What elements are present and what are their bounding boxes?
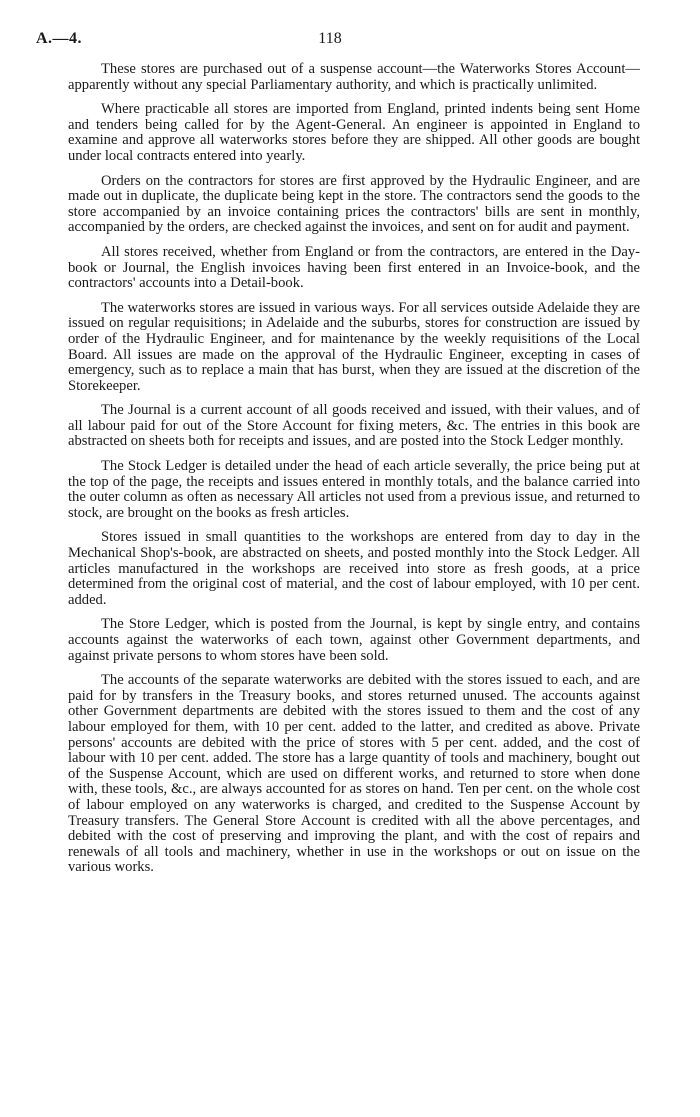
- document-reference: A.—4.: [36, 30, 83, 47]
- paragraph-workshops: Stores issued in small quantities to the workshops are entered from day to day in the Mechanical Shop's-book, are abstracted on sheets, and posted monthly into the Stock Ledger. All articles manufactured in the workshops are received into store as fresh goods, at a price determined from the original cost of material, and the cost of labour employed, with 10 per cent. added.: [68, 529, 640, 608]
- paragraph-journal: The Journal is a current account of all goods received and issued, with their values, and of all labour paid for out of the Store Account for fixing meters, &c. The entries in this book are abstracted on sheets both for receipts and issues, and are posted into the Stock Ledger monthly.: [68, 402, 640, 450]
- paragraph-accounts: The accounts of the separate waterworks are debited with the stores issued to each, and are paid for by transfers in the Treasury books, and stores returned unused. The accounts against other Government departments are debited with the stores issued to them and the cost of any labour employed for them, with 10 per cent. added to the latter, and credited as above. Private persons' accounts are debited with the price of stores with 5 per cent. added, and the cost of labour with 10 per cent. added. The store has a large quantity of tools and machinery, bought out of the Suspense Account, which are used on different works, and returned to store when done with, these tools, &c., are always accounted for as stores on hand. Ten per cent. on the whole cost of labour employed on any waterworks is charged, and credited to the Suspense Account by Treasury transfers. The General Store Account is credited with all the above percentages, and debited with the cost of preserving and improving the plant, and with the cost of repairs and renewals of all tools and machinery, whether in use in the workshops or out on issue on the various works.: [68, 672, 640, 876]
- paragraph-issues: The waterworks stores are issued in various ways. For all services outside Adelaide they are issued on regular requisitions; in Adelaide and the suburbs, stores for construction are issued by order of the Hydraulic Engineer, and for maintenance by the weekly requisitions of the Local Board. All issues are made on the approval of the Hydraulic Engineer, excepting in cases of emergency, such as to replace a main that has burst, when they are issued at the discretion of the Storekeeper.: [68, 299, 640, 394]
- paragraph-stores-received: All stores received, whether from England or from the contractors, are entered in the Day-book or Journal, the English invoices having been first entered in an Invoice-book, and the contractors' accounts into a Detail-book.: [68, 243, 640, 292]
- page-header: [36, 30, 664, 52]
- document-body: [68, 62, 640, 885]
- paragraph-store-ledger: The Store Ledger, which is posted from the Journal, is kept by single entry, and contains accounts against the waterworks of each town, against other Government departments, and against private persons to whom stores have been sold.: [68, 616, 640, 664]
- paragraph-imports: Where practicable all stores are imported from England, printed indents being sent Home and tenders being called for by the Agent-General. An engineer is appointed in England to examine and approve all waterworks stores before they are shipped. All other goods are bought under local contracts entered into yearly.: [68, 101, 640, 164]
- paragraph-suspense-account: These stores are purchased out of a suspense account—the Waterworks Stores Account—apparently without any special Parliamentary authority, and which is practically unlimited.: [68, 61, 640, 93]
- page-number: 118: [318, 30, 342, 47]
- paragraph-orders: Orders on the contractors for stores are first approved by the Hydraulic Engineer, and are made out in duplicate, the duplicate being kept in the store. The contractors send the goods to the store accompanied by an invoice containing prices the contractors' bills are sent in monthly, accompanied by the orders, are checked against the invoices, and sent on for audit and payment.: [68, 172, 640, 236]
- paragraph-stock-ledger: The Stock Ledger is detailed under the head of each article severally, the price being put at the top of the page, the receipts and issues entered in monthly totals, and the balance carried into the outer column as often as necessary All articles not used from a previous issue, and returned to stock, are brought on the books as fresh articles.: [68, 458, 640, 521]
